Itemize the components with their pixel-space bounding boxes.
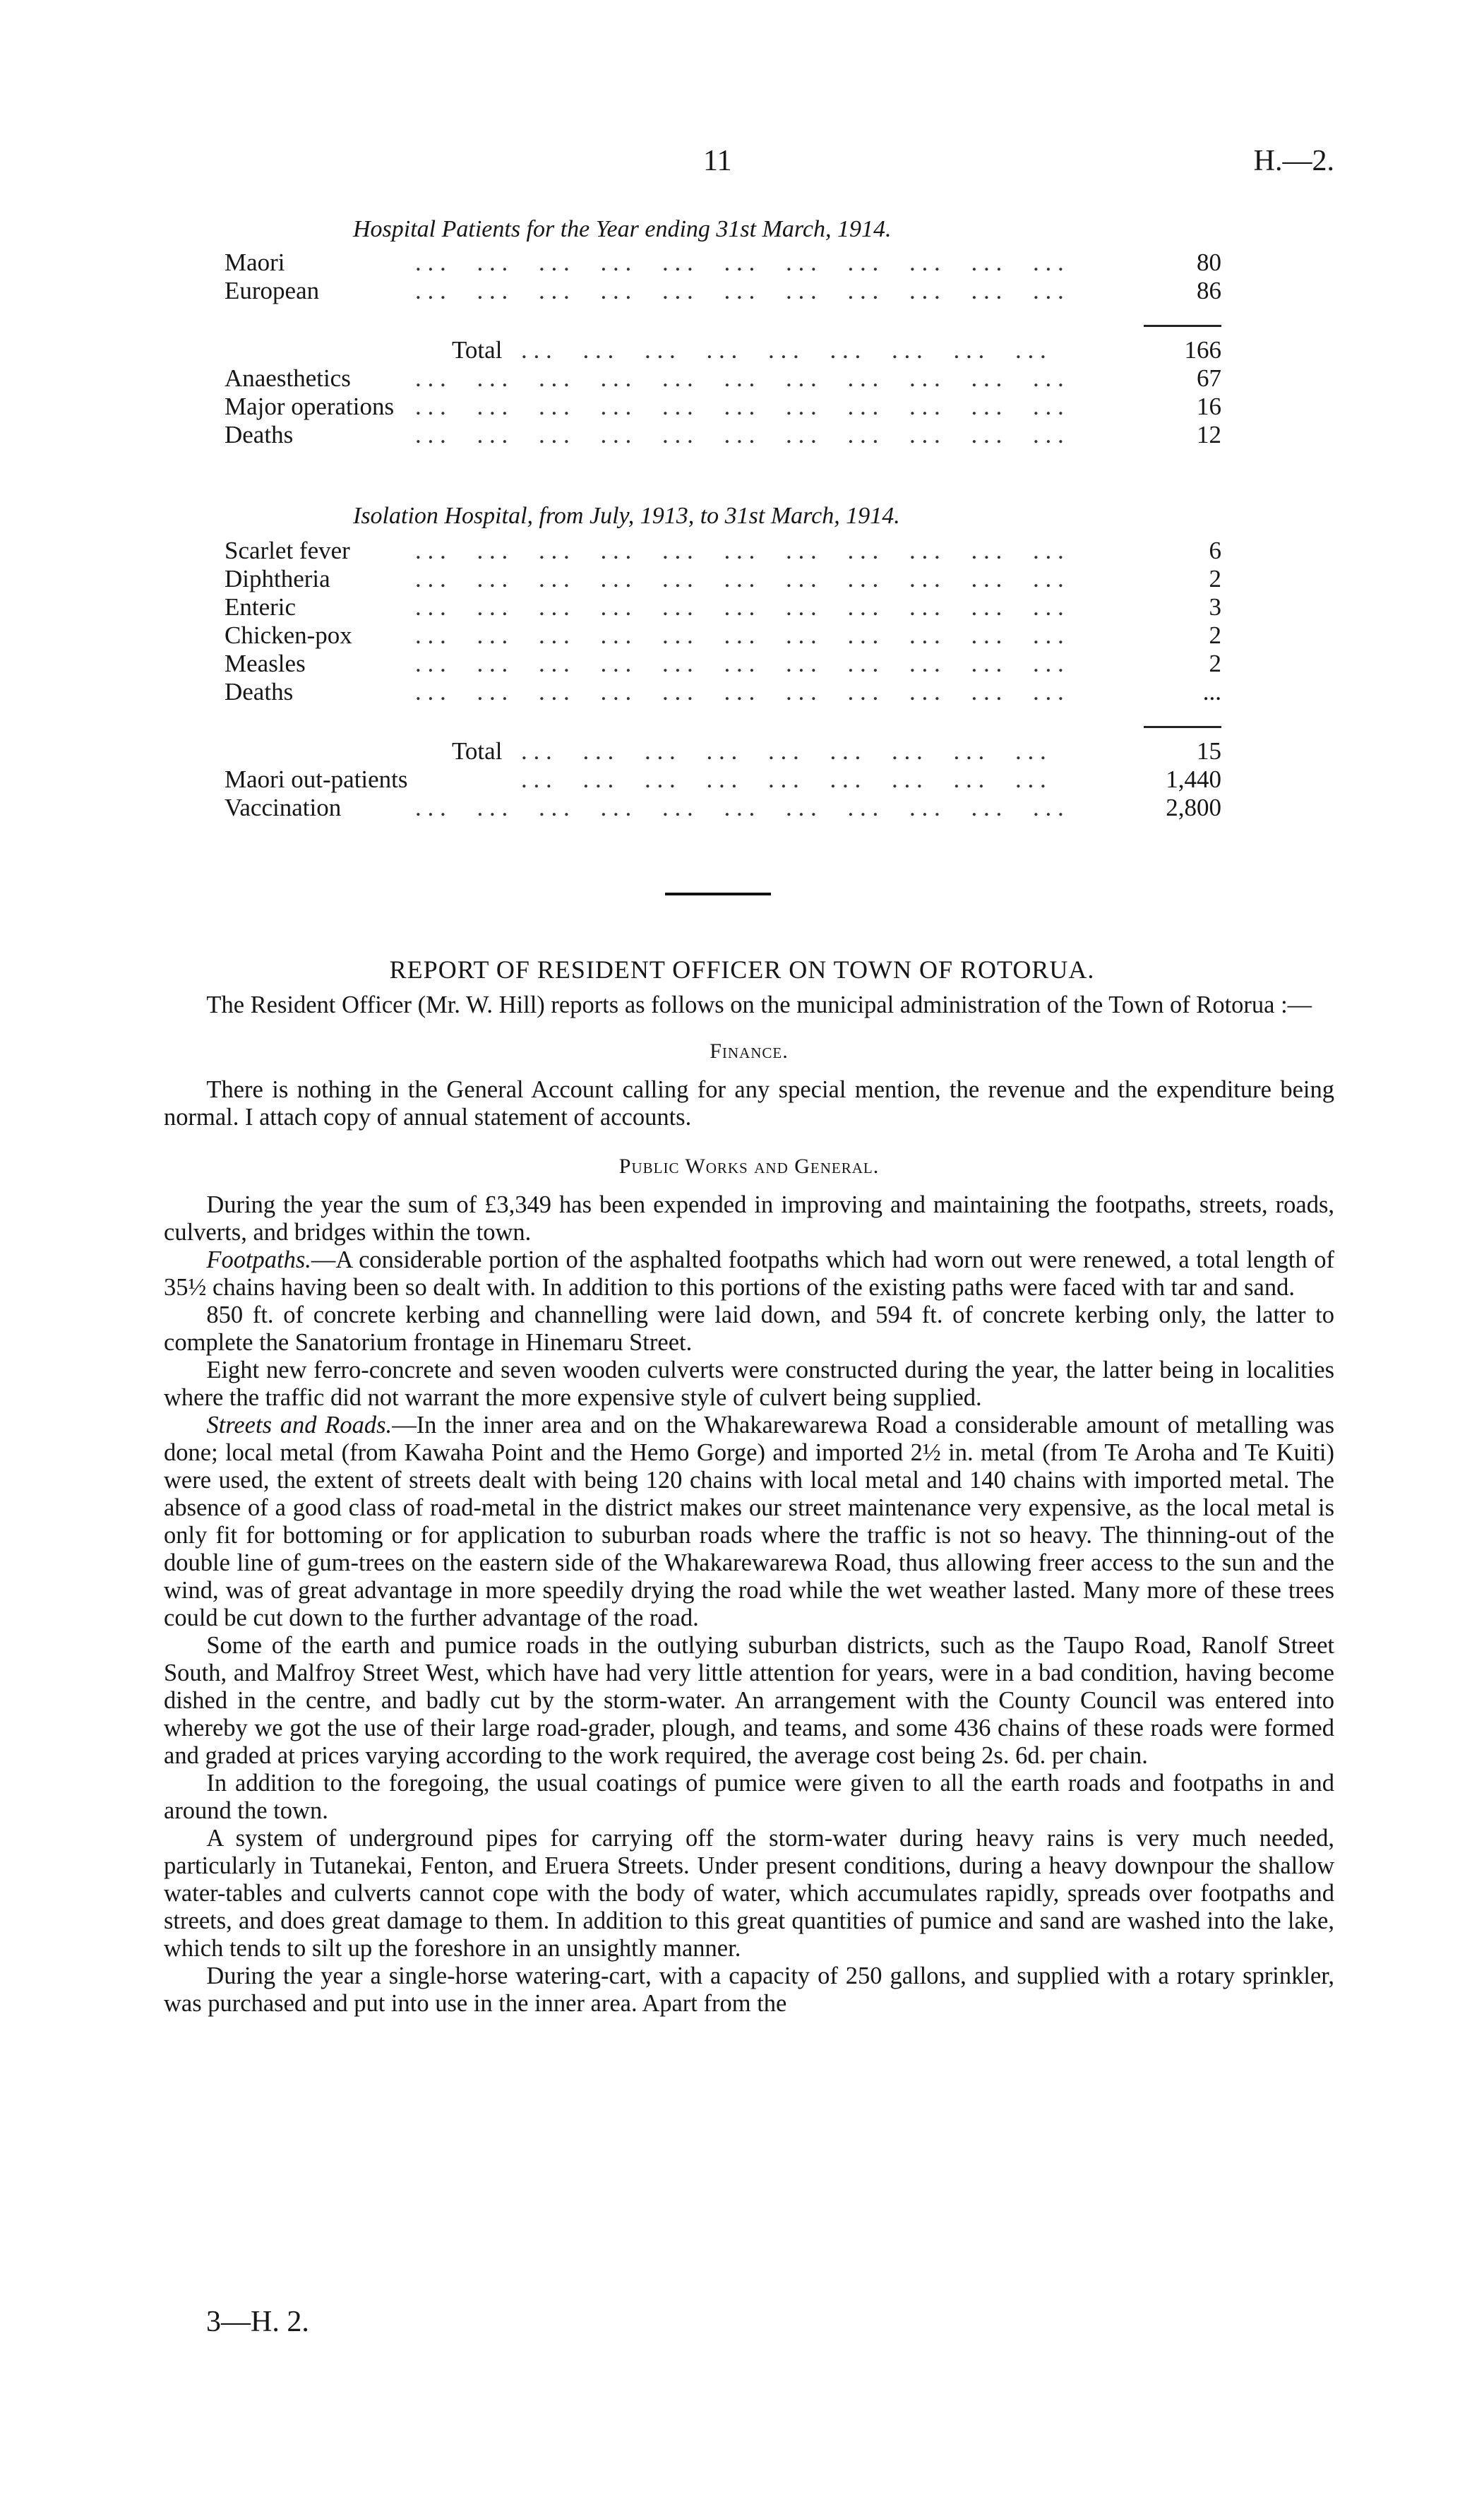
- table-row: . . . . . . . . . . . . . . . . . . . . . . . . . . . . . . . . . Chicken-pox 2: [225, 621, 1221, 649]
- table-row: . . . . . . . . . . . . . . . . . . . . . . . . . . . . . . . . . Measles 2: [225, 650, 1221, 677]
- streets-runin: Streets and Roads.: [206, 1412, 393, 1438]
- total-value: 166: [1184, 336, 1221, 364]
- table-row: . . . . . . . . . . . . . . . . . . . . . . . . . . . . . . . . . Vaccination 2,800: [225, 794, 1221, 821]
- total-label: Total: [452, 737, 506, 766]
- page-number: 11: [703, 145, 732, 177]
- row-value: 67: [1197, 364, 1221, 392]
- row-label: Maori: [225, 249, 289, 277]
- streets-paragraph: [164, 1412, 1334, 1632]
- footpaths-paragraph: [164, 1246, 1334, 1301]
- kerbing-paragraph: 850 ft. of concrete kerbing and channelling were laid down, and 594 ft. of concrete kerbing only, the latter to complete the Sanatorium frontage in Hinemaru Street.: [164, 1301, 1334, 1356]
- table-row: . . . . . . . . . . . . . . . . . . . . . . . . . . . . . . . . . Enteric 3: [225, 593, 1221, 621]
- row-value: 16: [1197, 393, 1221, 420]
- row-label: Enteric: [225, 593, 300, 621]
- table-row: . . . . . . . . . . . . . . . . . . . . . . . . . . . . . . . . . Deaths 12: [225, 421, 1221, 448]
- page-reference: H.—2.: [1253, 145, 1334, 177]
- row-label: Diphtheria: [225, 565, 335, 593]
- row-value: 80: [1197, 249, 1221, 276]
- row-label: European: [225, 277, 323, 305]
- row-label: Chicken-pox: [225, 621, 357, 650]
- table-row: . . . . . . . . . . . . . . . . . . . . . . . . . . . . . . . . . Scarlet fever 6: [225, 537, 1221, 564]
- finance-paragraph: There is nothing in the General Account calling for any special mention, the revenue and the expenditure being normal. I attach copy of annual statement of accounts.: [164, 1076, 1334, 1131]
- pumice-paragraph: In addition to the foregoing, the usual coatings of pumice were given to all the earth roads and footpaths in and around the town.: [164, 1770, 1334, 1824]
- row-label: Scarlet fever: [225, 537, 354, 565]
- row-value: 12: [1197, 421, 1221, 448]
- stormwater-paragraph: A system of underground pipes for carrying off the storm-water during heavy rains is very much needed, particularly in Tutanekai, Fenton, and Eruera Streets. Under present conditions, during a heavy downpour the shallow water-tables and culverts cannot cope with the body of water, which accumulates rapidly, spreads over footpaths and streets, and does great damage to them. In addition to this great quantities of pumice and sand are washed into the lake, which tends to silt up the foreshore in an unsightly manner.: [164, 1825, 1334, 1962]
- report-title: REPORT OF RESIDENT OFFICER ON TOWN OF ROTORUA.: [389, 955, 1095, 984]
- row-value: 2: [1209, 565, 1221, 592]
- row-label: Maori out-patients: [225, 766, 412, 794]
- row-value: 1,440: [1166, 766, 1221, 793]
- intro-paragraph: The Resident Officer (Mr. W. Hill) reports as follows on the municipal administration of the Town of Rotorua :—: [206, 991, 1312, 1018]
- table-row: . . . . . . . . . . . . . . . . . . . . . . . . . . . . . . . . . Deaths ...: [225, 678, 1221, 705]
- row-value: 2: [1209, 650, 1221, 677]
- hospital-table: [225, 249, 1221, 449]
- table-row: . . . . . . . . . . . . . . . . . . . . . . . . . . . . . . . . . Anaesthetics 67: [225, 364, 1221, 392]
- hospital-table-title: Hospital Patients for the Year ending 31st March, 1914.: [353, 216, 892, 242]
- table-row: . . . . . . . . . . . . . . . . . . . . . . . . . . . . . . . . . Diphtheria 2: [225, 565, 1221, 592]
- isolation-table-title: Isolation Hospital, from July, 1913, to 31st March, 1914.: [353, 503, 900, 529]
- footpaths-text: —A considerable portion of the asphalted footpaths which had worn out were renewed, a total length of 35½ chains having been so dealt with. In addition to this portions of the existing paths were faced with tar and sand.: [164, 1246, 1334, 1301]
- row-label: Measles: [225, 650, 310, 678]
- row-value: 3: [1209, 593, 1221, 621]
- total-value: 15: [1197, 737, 1221, 765]
- row-value: ...: [1202, 678, 1221, 705]
- table-row: . . . . . . . . . . . . . . . . . . . . . . . . . . . . . . . . . Major operations 16: [225, 393, 1221, 420]
- finance-heading: Finance.: [710, 1039, 789, 1063]
- footpaths-runin: Footpaths.: [206, 1246, 311, 1273]
- isolation-table: [225, 537, 1221, 822]
- expenditure-paragraph: During the year the sum of £3,349 has been expended in improving and maintaining the footpaths, streets, roads, culverts, and bridges within the town.: [164, 1191, 1334, 1246]
- row-label: Vaccination: [225, 794, 345, 822]
- section-divider: [665, 893, 771, 895]
- streets-text: —In the inner area and on the Whakarewarewa Road a considerable amount of metalling was done; local metal (from Kawaha Point and the Hemo Gorge) and imported 2½ in. metal (from Te Aroha and Te Kuiti) were used, the extent of streets dealt with being 120 chains with local metal and 140 chains with imported metal. The absence of a good class of road-metal in the district makes our street maintenance very expensive, as the local metal is only fit for bottoming or for application to suburban roads where the traffic is not so heavy. The thinning-out of the double line of gum-trees on the eastern side of the Whakarewarewa Road, thus allowing freer access to the sun and the wind, was of great advantage in more speedily drying the road while the wet weather lasted. Many more of these trees could be cut down to the further advantage of the road.: [164, 1412, 1335, 1631]
- report-body: [164, 991, 1334, 2018]
- row-label: Deaths: [225, 421, 297, 449]
- culverts-paragraph: Eight new ferro-concrete and seven wooden culverts were constructed during the year, the latter being in localities where the traffic did not warrant the more expensive style of culvert being supplied.: [164, 1357, 1334, 1411]
- row-value: 2,800: [1166, 794, 1221, 821]
- public-works-heading: Public Works and General.: [618, 1155, 880, 1178]
- row-value: 6: [1209, 537, 1221, 564]
- table-total-row: . . . . . . . . . . . . . . . . . . . . . . . . . . . Total 166: [452, 336, 1221, 364]
- sum-rule: [1144, 726, 1221, 728]
- row-label: Anaesthetics: [225, 364, 355, 393]
- row-label: Major operations: [225, 393, 398, 421]
- table-total-row: . . . . . . . . . . . . . . . . . . . . . . . . . . . Total 15: [452, 737, 1221, 765]
- table-row: . . . . . . . . . . . . . . . . . . . . . . . . . . . . . . . . . European 86: [225, 277, 1221, 304]
- row-label: Deaths: [225, 678, 297, 706]
- watering-cart-paragraph: During the year a single-horse watering-cart, with a capacity of 250 gallons, and supplied with a rotary sprinkler, was purchased and put into use in the inner area. Apart from the: [164, 1962, 1334, 2017]
- row-value: 2: [1209, 621, 1221, 649]
- earth-roads-paragraph: Some of the earth and pumice roads in the outlying suburban districts, such as the Taupo Road, Ranolf Street South, and Malfroy Street West, which have had very little attention for years, were in a bad condition, having become dished in the centre, and badly cut by the storm-water. An arrangement with the County Council was entered into whereby we got the use of their large road-grader, plough, and teams, and some 436 chains of these roads were formed and graded at prices varying according to the work required, the average cost being 2s. 6d. per chain.: [164, 1632, 1334, 1769]
- table-row: . . . . . . . . . . . . . . . . . . . . . . . . . . . . . . . . . Maori 80: [225, 249, 1221, 276]
- sum-rule: [1144, 325, 1221, 327]
- row-value: 86: [1197, 277, 1221, 304]
- total-label: Total: [452, 336, 506, 364]
- table-row: . . . . . . . . . . . . . . . . . . . . . . . . . . . Maori out-patients 1,440: [225, 766, 1221, 793]
- footer-signature: 3—H. 2.: [206, 2306, 309, 2338]
